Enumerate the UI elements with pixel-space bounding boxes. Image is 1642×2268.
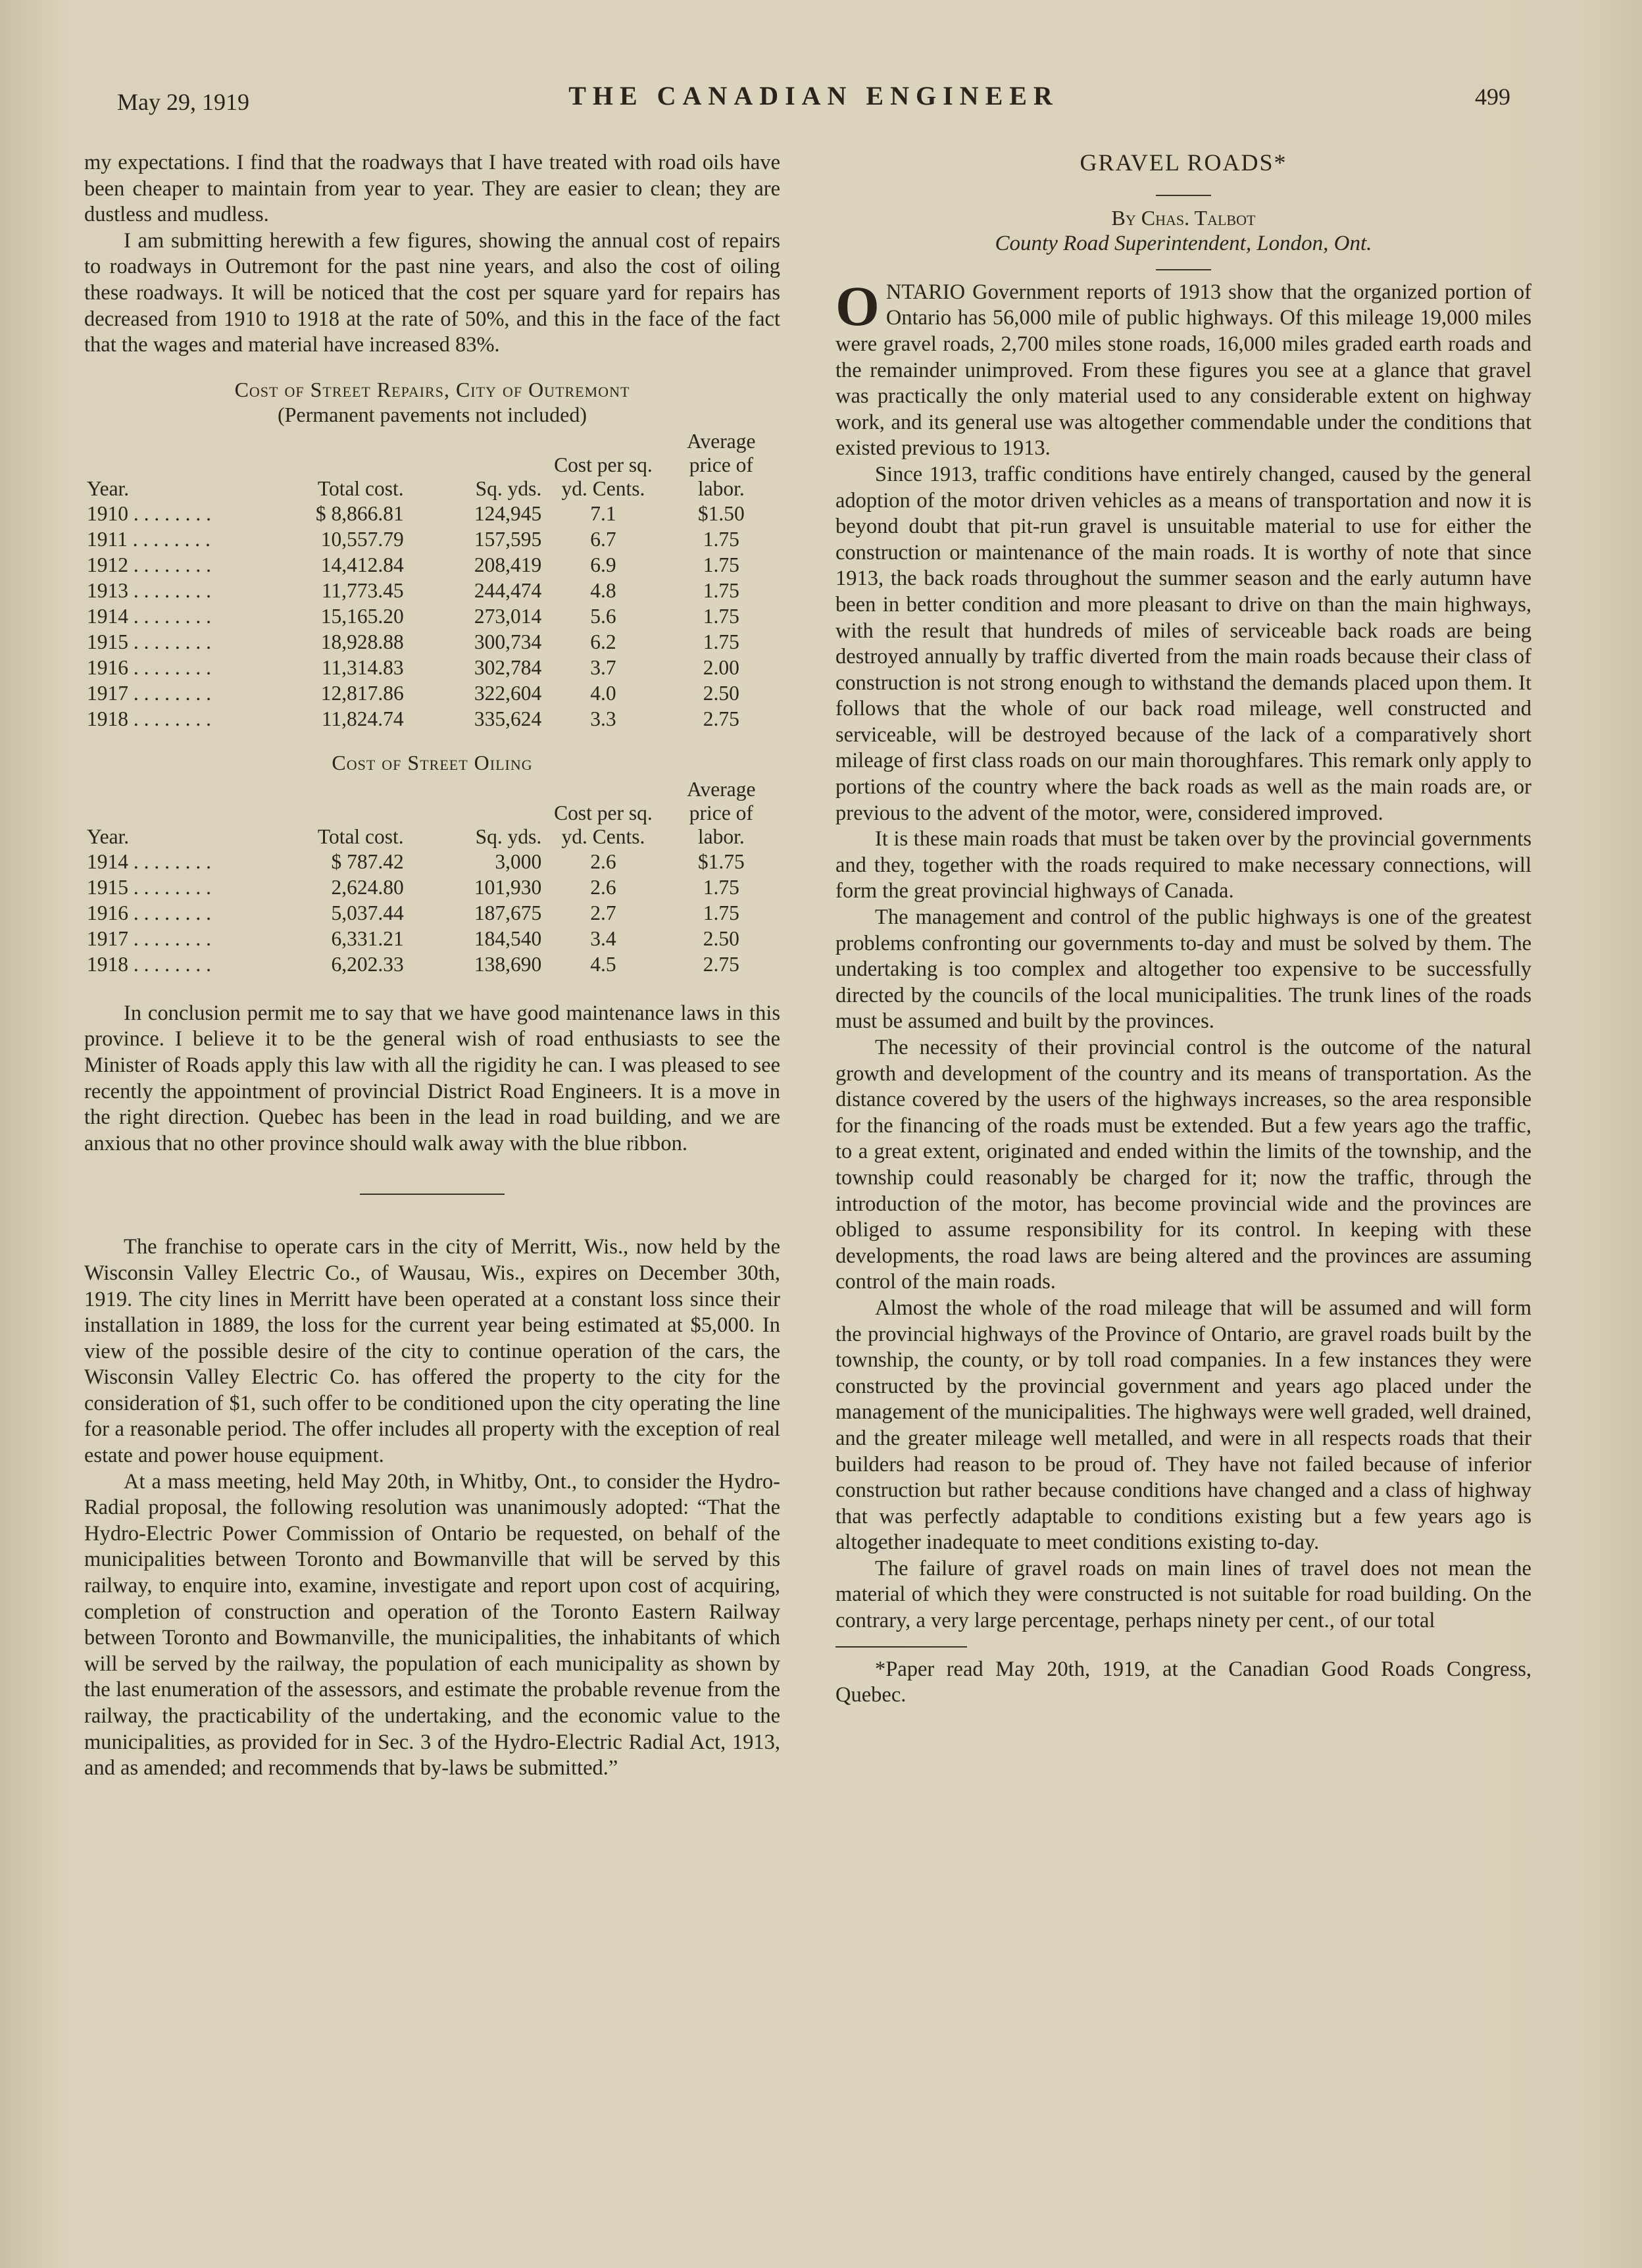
cell-cents: 4.0 (590, 681, 616, 705)
cell-cents: 6.7 (590, 527, 616, 551)
cell-year: 1913 . . . . . . . . (87, 578, 211, 602)
table-row (84, 526, 780, 552)
table-row (84, 655, 780, 680)
cell-total: 10,557.79 (320, 527, 404, 551)
cell-cents: 6.2 (590, 630, 616, 653)
cell-cents: 3.4 (590, 926, 616, 950)
article-title: GRAVEL ROADS* (1080, 149, 1287, 176)
cell-cents: 3.3 (590, 707, 616, 730)
table-title (84, 750, 780, 775)
paragraph: The necessity of their provincial control is the outcome of the natural growth and development of the country and its means of transportation. As the distance covered by the users of the highways increases, so the area responsible for the financing of the roads must be extended. But a few years ago the traffic, to a great extent, originated and ended within the limits of the township, and the township could reasonably be charged for it; now the traffic, through the introduction of the motor, has become provincial wide and the provinces are obliged to assume responsibility for its control. In keeping with these developments, the road laws are being altered and the provinces are assuming control of the main roads. (835, 1036, 1531, 1294)
cell-total: 18,928.88 (320, 630, 404, 653)
table-row (84, 552, 780, 578)
table-row (84, 578, 780, 603)
cell-sq: 124,945 (474, 501, 542, 525)
cell-year: 1915 . . . . . . . . (87, 630, 211, 653)
street-repairs-table (84, 430, 780, 732)
cell-year: 1916 . . . . . . . . (87, 655, 211, 679)
paragraph: Since 1913, traffic conditions have entirely changed, caused by the general adoption of the motor driven vehicles as a means of transportation and now it is beyond doubt that pit-run gravel is unsuitable material to use for either the construction or maintenance of the main roads. It is worthy of note that since 1913, the back roads throughout the summer season and the early autumn have been in better condition and more pleasant to drive on than the main highways, with the result that hundreds of miles of serviceable back roads are being destroyed annually by traffic diverted from the main roads because their class of construction is not strong enough to withstand the demands placed upon them. It follows that the whole of our back road mileage, well constructed and serviceable, will be destroyed because of the lack of a comparatively short mileage of first class roads on our main thoroughfares. This remark only apply to portions of the country where the back roads as well as the main roads are, or previous to the advent of the motor, were, considered improved. (835, 462, 1531, 825)
cell-sq: 3,000 (495, 849, 542, 873)
table-title (84, 377, 780, 427)
cell-cents: 2.6 (590, 875, 616, 899)
cell-year: 1916 . . . . . . . . (87, 901, 211, 924)
spacer (84, 977, 780, 1001)
cell-sq: 273,014 (474, 604, 542, 628)
cell-labor: $1.50 (697, 501, 745, 525)
cell-cents: 2.6 (590, 849, 616, 873)
table-row (84, 603, 780, 629)
cell-labor: 1.75 (703, 527, 739, 551)
column-header: Total cost. (317, 476, 404, 500)
table-row (84, 629, 780, 655)
paragraph: I am submitting herewith a few figures, showing the annual cost of repairs to roadways in Outremont for the past nine years, and also the cost of oiling these roadways. It will be noticed that the cost per square yard for repairs has decreased from 1910 to 1918 at the rate of 50%, and this in the face of the fact that the wages and material have increased 83%. (84, 228, 780, 357)
cell-sq: 335,624 (474, 707, 542, 730)
author-affiliation: County Road Superintendent, London, Ont. (995, 232, 1372, 256)
paragraph: At a mass meeting, held May 20th, in Whitby, Ont., to consider the Hydro-Radial proposal, the following resolution was unanimously adopted: “That the Hydro-Electric Power Commission of Ontario be requested, on behalf of the municipalities between Toronto and Bowmanville that will be served by this railway, to enquire into, examine, investigate and report upon cost of acquiring, completion of construction and operation of the Toronto Eastern Railway between Toronto and Bowmanville, the municipalities, the inhabitants of which will be served by the railway, the population of each municipality as shown by the last enumeration of the assessors, and estimate the probable revenue from the railway, the practicability of the undertaking, and the economic value to the municipalities, as provided for in Sec. 3 of the Hydro-Electric Radial Act, 1913, and as amended; and recommends that by-laws be submitted.” (84, 1469, 780, 1780)
cell-sq: 138,690 (474, 952, 542, 976)
table-title-text: Cost of Street Oiling (332, 750, 533, 774)
cell-labor: 1.75 (703, 604, 739, 628)
cell-year: 1918 . . . . . . . . (87, 707, 211, 730)
cell-cents: 5.6 (590, 604, 616, 628)
cell-labor: 1.75 (703, 630, 739, 653)
page-number: 499 (1475, 84, 1510, 110)
cell-labor: 1.75 (703, 578, 739, 602)
footnote: *Paper read May 20th, 1919, at the Canadian Good Roads Congress, Quebec. (835, 1657, 1531, 1707)
cell-total: $ 8,866.81 (315, 501, 404, 525)
cell-year: 1917 . . . . . . . . (87, 681, 211, 705)
cell-year: 1911 . . . . . . . . (87, 527, 211, 551)
cell-cents: 2.7 (590, 901, 616, 924)
cell-labor: $1.75 (697, 849, 745, 873)
cell-total: 12,817.86 (320, 681, 404, 705)
cell-labor: 2.50 (703, 926, 739, 950)
cell-cents: 7.1 (590, 501, 616, 525)
table-header-row (84, 430, 780, 501)
cell-sq: 300,734 (474, 630, 542, 653)
cell-sq: 322,604 (474, 681, 542, 705)
cell-labor: 1.75 (703, 553, 739, 576)
cell-sq: 187,675 (474, 901, 542, 924)
drop-cap: O (835, 274, 880, 338)
title-rule (1156, 195, 1211, 196)
page-header (117, 80, 1510, 120)
cell-sq: 101,930 (474, 875, 542, 899)
cell-year: 1914 . . . . . . . . (87, 604, 211, 628)
cell-total: 6,331.21 (331, 926, 404, 950)
paragraph: Almost the whole of the road mileage that will be assumed and will form the provincial highways of the Province of Ontario, are gravel roads built by the township, the county, or by toll road companies. In a few instances they were constructed by the provincial government and years ago placed under the management of the municipalities. The highways were well graded, well drained, and the greater mileage well metalled, and were in all respects roads that their builders had reason to be proud of. They have not failed because of inferior construction but rather because conditions have changed and a class of highway that was perfectly adaptable to conditions existing but a few years ago is altogether inadequate to meet conditions existing to-day. (835, 1296, 1532, 1555)
paragraph: The failure of gravel roads on main lines of travel does not mean the material of which they were constructed is not suitable for road building. On the contrary, a very large percentage, perhaps ninety per cent., of our total (835, 1556, 1531, 1633)
masthead: THE CANADIAN ENGINEER (568, 81, 1059, 111)
cell-labor: 2.75 (703, 707, 739, 730)
cell-year: 1914 . . . . . . . . (87, 849, 211, 873)
cell-year: 1917 . . . . . . . . (87, 926, 211, 950)
cell-cents: 6.9 (590, 553, 616, 576)
paragraph: The franchise to operate cars in the city of Merritt, Wis., now held by the Wisconsin Valley Electric Co., of Wausau, Wis., expires on December 30th, 1919. The city lines in Merritt have been operated at a constant loss since their installation in 1889, the loss for the current year being estimated at $5,000. In view of the possible desire of the city to continue operation of the cars, the Wisconsin Valley Electric Co. has offered the property to the city for the consideration of $1, such offer to be conditioned upon the city operating the line for a reasonable period. The offer includes all property with the exception of real estate and power house equipment. (84, 1235, 780, 1468)
cell-labor: 2.50 (703, 681, 739, 705)
column-header: Year. (87, 476, 130, 500)
section-divider (360, 1194, 505, 1195)
cell-sq: 184,540 (474, 926, 542, 950)
cell-sq: 244,474 (474, 578, 542, 602)
table-subtitle: (Permanent pavements not included) (277, 402, 587, 426)
cell-labor: 1.75 (703, 901, 739, 924)
paragraph: It is these main roads that must be taken over by the provincial governments and they, together with the roads required to make necessary connections, will form the great provincial highways of Canada. (835, 827, 1531, 903)
column-header: Sq. yds. (475, 476, 542, 500)
paragraph: The management and control of the public highways is one of the greatest problems confronting our governments to-day and must be solved by them. The undertaking is too complex and altogether too expensive to be successfully directed by the councils of the local municipalities. The trunk lines of the roads must be assumed and built by the provinces. (835, 905, 1531, 1034)
paragraph: In conclusion permit me to say that we have good maintenance laws in this province. I believe it to be the general wish of road enthusiasts to see the Minister of Roads apply this law with all the rigidity he can. I was pleased to see recently the appointment of provincial District Road Engineers. It is a move in the right direction. Quebec has been in the lead in road building, and we are anxious that no other province should walk away with the blue ribbon. (84, 1001, 780, 1155)
column-header: Year. (87, 824, 130, 848)
footnote-rule (835, 1646, 967, 1648)
column-header: Average price of labor. (687, 777, 756, 848)
column-header: Sq. yds. (475, 824, 542, 848)
cell-total: 11,824.74 (321, 707, 404, 730)
cell-total: 15,165.20 (320, 604, 404, 628)
cell-sq: 208,419 (474, 553, 542, 576)
cell-sq: 302,784 (474, 655, 542, 679)
column-header: Total cost. (317, 824, 404, 848)
column-header: Cost per sq. yd. Cents. (554, 453, 653, 500)
cell-total: 5,037.44 (331, 901, 404, 924)
cell-labor: 2.00 (703, 655, 739, 679)
table-row (84, 874, 780, 900)
cell-cents: 4.8 (590, 578, 616, 602)
title-rule (1156, 269, 1211, 270)
table-header-row (84, 778, 780, 849)
table-title-text: Cost of Street Repairs, City of Outremont (234, 377, 630, 401)
cell-total: 11,773.45 (321, 578, 404, 602)
column-header: Average price of labor. (687, 429, 756, 500)
cell-cents: 3.7 (590, 655, 616, 679)
cell-total: 6,202.33 (331, 952, 404, 976)
right-column (835, 150, 1531, 1709)
issue-date: May 29, 1919 (117, 89, 249, 115)
cell-year: 1910 . . . . . . . . (87, 501, 211, 525)
cell-year: 1918 . . . . . . . . (87, 952, 211, 976)
table-row (84, 706, 780, 732)
cell-total: 11,314.83 (321, 655, 404, 679)
table-row (84, 680, 780, 706)
cell-total: $ 787.42 (331, 849, 404, 873)
left-column (84, 150, 780, 1782)
cell-labor: 1.75 (703, 875, 739, 899)
byline: By Chas. Talbot (1111, 205, 1256, 230)
street-oiling-table (84, 778, 780, 977)
cell-total: 14,412.84 (320, 553, 404, 576)
table-row (84, 900, 780, 926)
table-row (84, 501, 780, 526)
cell-labor: 2.75 (703, 952, 739, 976)
column-header: Cost per sq. yd. Cents. (554, 801, 653, 848)
table-row (84, 951, 780, 977)
paragraph (835, 274, 1531, 462)
cell-year: 1915 . . . . . . . . (87, 875, 211, 899)
cell-total: 2,624.80 (331, 875, 404, 899)
cell-year: 1912 . . . . . . . . (87, 553, 211, 576)
table-row (84, 849, 780, 874)
table-row (84, 926, 780, 951)
cell-cents: 4.5 (590, 952, 616, 976)
paragraph-text: NTARIO Government reports of 1913 show that the organized portion of Ontario has 56,000 mile of public highways. Of this mileage 19,000 miles were gravel roads, 2,700 miles stone roads, 16,000 miles graded earth roads and the remainder unimproved. From these figures you see at a glance that gravel was practically the only material used to any considerable extent on highway work, and its general use was altogether commendable under the conditions that existed previous to 1913. (835, 280, 1531, 461)
paragraph: my expectations. I find that the roadways that I have treated with road oils have been cheaper to maintain from year to year. They are easier to clean; they are dustless and mudless. (84, 151, 780, 227)
cell-sq: 157,595 (474, 527, 542, 551)
